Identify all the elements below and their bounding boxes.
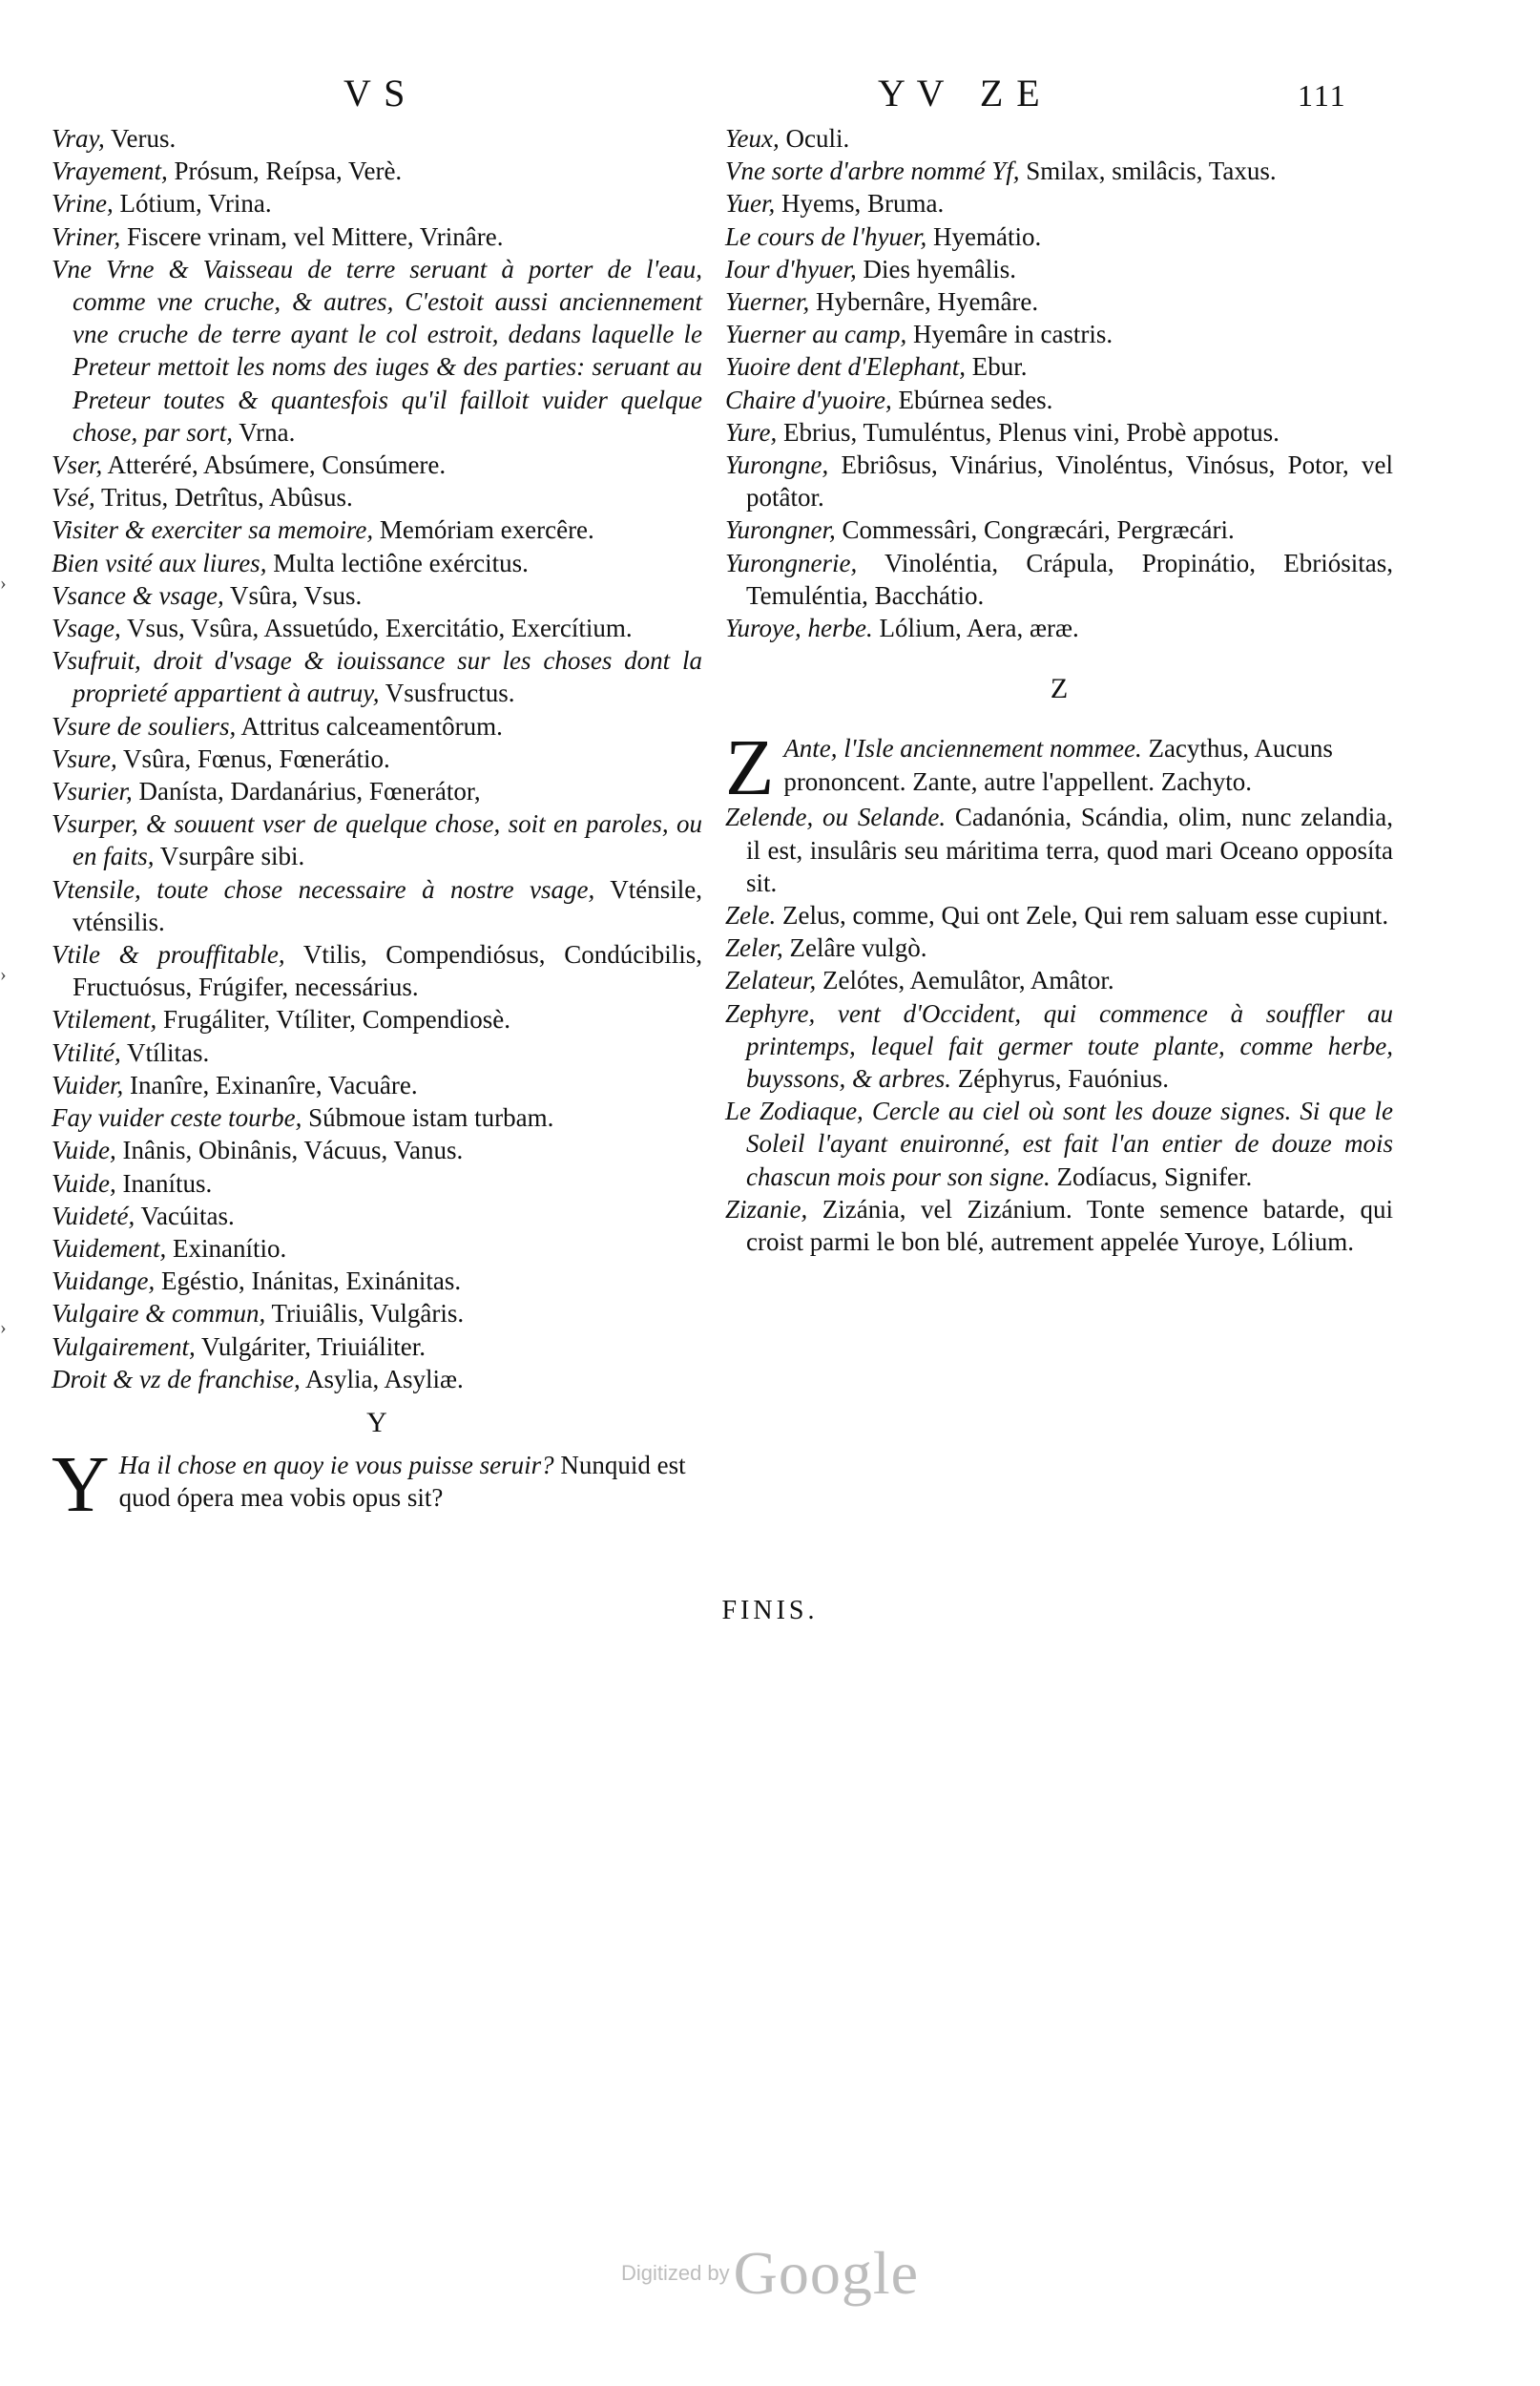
- entry-translation: Verus.: [111, 124, 177, 153]
- entry-headword: Zele.: [725, 901, 777, 931]
- entry-headword: Yuerner,: [725, 287, 810, 317]
- entry-headword: Zeler,: [725, 933, 783, 963]
- entry-headword: Vtile & prouffitable,: [52, 940, 285, 970]
- entry-translation: Exinanítio.: [172, 1233, 287, 1263]
- entry-translation: Multa lectiône exércitus.: [273, 548, 529, 577]
- dropcap-y: Y: [52, 1440, 110, 1530]
- entry-translation: Vtílitas.: [127, 1037, 210, 1067]
- entry-translation: Nunquid est quod ópera mea vobis opus sit?: [118, 1451, 686, 1513]
- entry-headword: Vulgairement,: [52, 1331, 196, 1361]
- dictionary-entry: [52, 1003, 702, 1036]
- dictionary-entry: [52, 743, 702, 775]
- entry-headword: Yure,: [725, 417, 778, 447]
- dictionary-entry: [725, 122, 1393, 155]
- dictionary-entry: [725, 547, 1393, 612]
- entry-translation: Attritus calceamentôrum.: [240, 711, 503, 741]
- entry-headword: Le cours de l'hyuer,: [725, 221, 927, 251]
- entry-translation: Vtilis, Compendiósus, Condúcibilis, Fructuósus, Frúgifer, necessárius.: [73, 940, 703, 1002]
- entry-headword: Yurongnerie,: [725, 548, 858, 577]
- dictionary-entry: [725, 513, 1393, 546]
- margin-mark: ›: [0, 1317, 7, 1338]
- entry-translation: Lólium, Aera, æræ.: [879, 614, 1079, 643]
- entry-translation: Frugáliter, Vtíliter, Compendiosè.: [162, 1005, 511, 1035]
- dictionary-entry: [52, 155, 702, 187]
- entry-headword: Vne Vrne & Vaisseau de terre seruant à porter de l'eau, comme vne cruche, & autres, C'estoit aussi anciennement vne cruche de terre ayant le col estroit, dedans laquelle le Preteur mettoit les noms des iuges & des parties: seruant au Preteur toutes & quantesfois qu'il failloit vuider quelque chose, par sort,: [52, 254, 702, 447]
- dictionary-entry: [52, 1363, 702, 1395]
- entry-headword: Yurongne,: [725, 450, 829, 480]
- dropcap-z: Z: [725, 723, 775, 813]
- entry-translation: Zelus, comme, Qui ont Zele, Qui rem saluam esse cupiunt.: [782, 901, 1389, 931]
- left-column: [52, 122, 703, 1530]
- section-letter-z: Z: [1050, 673, 1069, 705]
- entry-headword: Vsufruit, droit d'vsage & iouissance sur les choses dont la proprieté appartient à autruy,: [52, 646, 702, 708]
- entry-headword: Vtilité,: [52, 1037, 121, 1067]
- entry-headword: Bien vsité aux liures,: [52, 548, 267, 577]
- entry-translation: Atteréré, Absúmere, Consúmere.: [107, 450, 447, 480]
- digitized-watermark: [0, 2238, 1540, 2309]
- finis-label: FINIS.: [721, 1596, 819, 1625]
- entry-headword: Yuoire dent d'Elephant,: [725, 352, 967, 382]
- entry-translation: Commessâri, Congræcári, Pergræcári.: [842, 515, 1235, 545]
- dictionary-entry: [52, 253, 702, 449]
- dictionary-entry: [52, 220, 702, 253]
- entry-headword: Vsance & vsage,: [52, 580, 224, 610]
- dictionary-entry: [52, 1330, 702, 1363]
- entry-translation: Zodíacus, Signifer.: [1056, 1162, 1253, 1191]
- entry-headword: Yuroye, herbe.: [725, 614, 873, 643]
- entry-translation: Triuiâlis, Vulgâris.: [271, 1299, 465, 1329]
- dictionary-entry: [725, 350, 1393, 383]
- entry-translation: Asylia, Asyliæ.: [304, 1364, 464, 1393]
- entry-headword: Vuideté,: [52, 1201, 135, 1230]
- entry-headword: Vuidange,: [52, 1266, 156, 1296]
- entry-translation: Ebrius, Tumuléntus, Plenus vini, Probè appotus.: [783, 417, 1280, 447]
- entry-headword: Zelateur,: [725, 966, 817, 995]
- entry-translation: Hyems, Bruma.: [781, 189, 945, 219]
- margin-mark: ›: [0, 964, 7, 985]
- entry-headword: Vuidement,: [52, 1233, 167, 1263]
- dictionary-entry: [725, 318, 1393, 350]
- dictionary-entry: [52, 122, 702, 155]
- entry-headword: Fay vuider ceste tourbe,: [52, 1103, 302, 1133]
- entry-translation: Vsus, Vsûra, Assuetúdo, Exercitátio, Exercítium.: [127, 614, 633, 643]
- right-entries-z-list: [725, 801, 1393, 1258]
- dictionary-entry: [52, 1036, 702, 1069]
- dictionary-entry: [52, 1200, 702, 1232]
- entry-translation: Inânis, Obinânis, Vácuus, Vanus.: [122, 1136, 464, 1165]
- dictionary-entry: [725, 187, 1393, 220]
- entry-headword: Zelende, ou Selande.: [725, 803, 947, 832]
- entry-translation: Vulgáriter, Triuiáliter.: [200, 1331, 427, 1361]
- entry-translation: Vacúitas.: [140, 1201, 235, 1230]
- entry-translation: Ebriôsus, Vinárius, Vinoléntus, Vinósus, Potor, vel potâtor.: [746, 450, 1394, 513]
- dictionary-entry: [52, 873, 702, 938]
- entry-translation: Inanítus.: [122, 1168, 213, 1198]
- dictionary-entry: [52, 449, 702, 481]
- entry-translation: Fiscere vrinam, vel Mittere, Vrinâre.: [127, 221, 504, 251]
- entry-headword: Yeux,: [725, 124, 780, 153]
- y-first-entry: [52, 1440, 702, 1530]
- entry-headword: Yuerner au camp,: [725, 320, 907, 349]
- watermark-small-text: Digitized by: [620, 2261, 730, 2285]
- dictionary-entry: [52, 807, 702, 872]
- entry-headword: Le Zodiaque, Cercle au ciel où sont les douze signes. Si que le Soleil l'ayant enuironné, est fait l'an entier de douze mois chascun mois pour son signe.: [725, 1097, 1393, 1191]
- dictionary-entry: [725, 931, 1393, 964]
- entry-translation: Vrna.: [239, 417, 296, 447]
- dictionary-entry: [725, 384, 1393, 416]
- dictionary-entry: [725, 899, 1393, 931]
- entry-headword: Zephyre, vent d'Occident, qui commence à souffler au printemps, lequel fait germer toute plante, comme herbe, buyssons, & arbres.: [725, 998, 1393, 1094]
- dictionary-entry: [725, 964, 1393, 996]
- entry-translation: Ebúrnea sedes.: [898, 385, 1053, 414]
- right-entries-y-list: [725, 122, 1393, 644]
- dictionary-entry: [52, 513, 702, 546]
- dictionary-entry: [725, 1095, 1393, 1193]
- dictionary-entry: [52, 579, 702, 612]
- entry-headword: Droit & vz de franchise,: [52, 1364, 301, 1393]
- dictionary-entry: [725, 1193, 1393, 1258]
- entry-translation: Vsusfructus.: [385, 679, 515, 708]
- entry-headword: Visiter & exerciter sa memoire,: [52, 515, 374, 545]
- dictionary-entry: [725, 612, 1393, 644]
- entry-translation: Ebur.: [971, 352, 1028, 382]
- entry-translation: Lótium, Vrina.: [119, 189, 272, 219]
- entry-headword: Ante, l'Isle anciennement nommee.: [783, 734, 1142, 764]
- dictionary-entry: [725, 416, 1393, 449]
- entry-headword: Vuider,: [52, 1070, 124, 1099]
- entry-headword: Vriner,: [52, 221, 121, 251]
- entry-translation: Vténsile, vténsilis.: [73, 874, 702, 936]
- entry-headword: Vtensile, toute chose necessaire à nostre vsage,: [52, 874, 595, 904]
- entry-translation: Zizánia, vel Zizánium. Tonte semence batarde, qui croist parmi le bon blé, autrement appelée Yuroye, Lólium.: [746, 1194, 1393, 1257]
- margin-mark: ›: [0, 573, 7, 594]
- dictionary-entry: [725, 155, 1393, 187]
- dictionary-entry: [52, 481, 702, 513]
- dictionary-entry: [52, 1297, 702, 1329]
- dictionary-entry: [52, 1265, 702, 1297]
- dictionary-entry: [52, 1101, 702, 1134]
- entry-headword: Vrine,: [52, 189, 114, 219]
- dictionary-entry: [52, 1134, 702, 1166]
- running-head-left: V S: [343, 72, 407, 115]
- entry-headword: Vtilement,: [52, 1005, 157, 1035]
- entry-translation: Zelâre vulgò.: [789, 933, 927, 963]
- watermark-logo-text: Google: [733, 2239, 920, 2307]
- entry-headword: Iour d'hyuer,: [725, 254, 857, 283]
- dictionary-entry: [52, 612, 702, 644]
- page-number: 111: [1298, 78, 1347, 113]
- z-first-entry: [725, 723, 1393, 813]
- dictionary-entry: [52, 710, 702, 743]
- entry-translation: Vsûra, Fœnus, Fœnerátio.: [123, 743, 390, 773]
- dictionary-entry: [725, 449, 1393, 513]
- dictionary-entry: [725, 253, 1393, 285]
- entry-translation: Inanîre, Exinanîre, Vacuâre.: [130, 1070, 418, 1099]
- entry-headword: Ha il chose en quoy ie vous puisse seruir?: [118, 1451, 554, 1480]
- entry-translation: Zacythus, Aucuns prononcent. Zante, autre l'appellent. Zachyto.: [783, 734, 1333, 796]
- entry-translation: Vinoléntia, Crápula, Propinátio, Ebriósitas, Temuléntia, Bacchátio.: [746, 548, 1394, 610]
- entry-headword: Vrayement,: [52, 157, 168, 186]
- entry-translation: Oculi.: [785, 124, 850, 153]
- dictionary-entry: [52, 187, 702, 220]
- entry-headword: Vuide,: [52, 1136, 116, 1165]
- dictionary-entry: [52, 1167, 702, 1200]
- entry-headword: Vulgaire & commun,: [52, 1299, 266, 1329]
- entry-headword: Vray,: [52, 124, 105, 153]
- right-column: [725, 122, 1393, 1258]
- dictionary-entry: [725, 285, 1393, 318]
- dictionary-entry: [52, 644, 702, 709]
- entry-headword: Vser,: [52, 450, 103, 480]
- entry-translation: Zéphyrus, Fauónius.: [957, 1064, 1169, 1094]
- dictionary-entry: [52, 938, 702, 1003]
- left-entries-list: [52, 122, 702, 1395]
- entry-headword: Vne sorte d'arbre nommé Yf,: [725, 157, 1020, 186]
- dictionary-entry: [725, 997, 1393, 1096]
- dictionary-entry: [52, 547, 702, 579]
- section-letter-y: Y: [366, 1406, 387, 1438]
- entry-headword: Vsage,: [52, 614, 121, 643]
- entry-headword: Yuer,: [725, 189, 776, 219]
- entry-translation: Smilax, smilâcis, Taxus.: [1026, 157, 1277, 186]
- entry-headword: Vuide,: [52, 1168, 116, 1198]
- entry-translation: Zelótes, Aemulâtor, Amâtor.: [822, 966, 1114, 995]
- entry-translation: Cadanónia, Scándia, olim, nunc zelandia, il est, insulâris seu máritima terra, quod mari Oceano opposíta sit.: [746, 803, 1393, 897]
- entry-translation: Hybernâre, Hyemâre.: [816, 287, 1039, 317]
- entry-translation: Memóriam exercêre.: [379, 515, 594, 545]
- dictionary-entry: [725, 220, 1393, 253]
- entry-headword: Vsé,: [52, 483, 95, 513]
- dictionary-entry: [725, 801, 1393, 899]
- entry-headword: Vsurier,: [52, 777, 133, 806]
- entry-headword: Vsurper, & souuent vser de quelque chose, soit en paroles, ou en faits,: [52, 809, 702, 871]
- entry-translation: Egéstio, Inánitas, Exinánitas.: [160, 1266, 462, 1296]
- entry-translation: Dies hyemâlis.: [863, 254, 1016, 283]
- entry-translation: Prósum, Reípsa, Verè.: [174, 157, 403, 186]
- entry-translation: Súbmoue istam turbam.: [308, 1103, 554, 1133]
- entry-headword: Chaire d'yuoire,: [725, 385, 892, 414]
- entry-headword: Yurongner,: [725, 515, 836, 545]
- entry-translation: Hyemâre in castris.: [913, 320, 1113, 349]
- entry-translation: Vsurpâre sibi.: [159, 842, 305, 871]
- entry-headword: Zizanie,: [725, 1194, 808, 1224]
- entry-headword: Vsure,: [52, 743, 117, 773]
- entry-translation: Tritus, Detrîtus, Abûsus.: [101, 483, 353, 513]
- entry-translation: Danísta, Dardanárius, Fœnerátor,: [138, 777, 481, 806]
- entry-translation: Hyemátio.: [933, 221, 1042, 251]
- entry-translation: Vsûra, Vsus.: [229, 580, 363, 610]
- dictionary-entry: [52, 1069, 702, 1101]
- running-head-right: Y V Z E: [878, 72, 1042, 115]
- dictionary-entry: [52, 775, 702, 807]
- dictionary-entry: [52, 1232, 702, 1265]
- entry-headword: Vsure de souliers,: [52, 711, 237, 741]
